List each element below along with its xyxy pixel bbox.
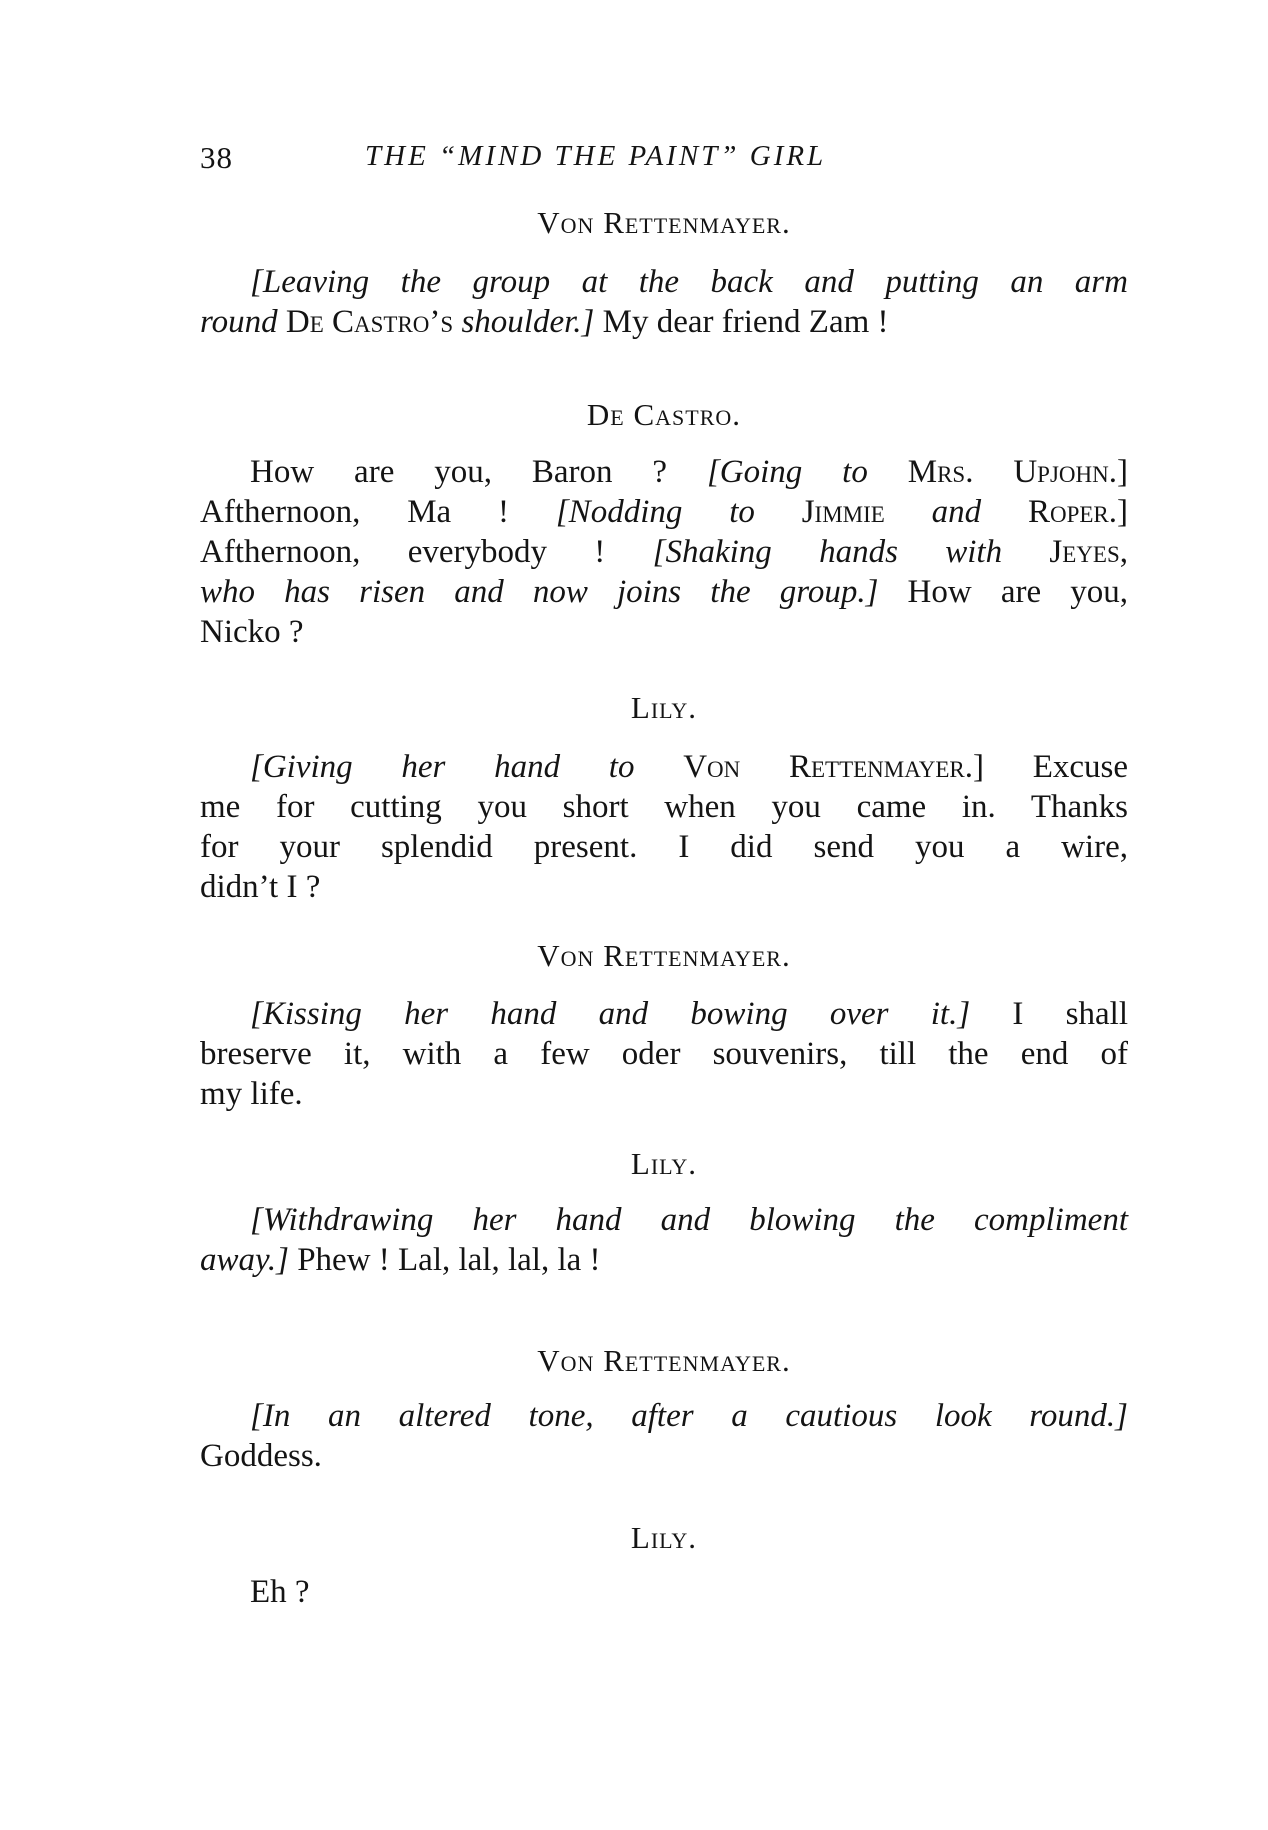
dialogue-text: Eh ? (250, 1574, 310, 1610)
speech-paragraph (200, 994, 1128, 1114)
text-line (208, 1396, 1128, 1436)
character-name: De Castro (285, 304, 430, 340)
text-line (200, 532, 1128, 572)
speaker-heading: Lily. (630, 1520, 698, 1555)
speaker-heading: De Castro. (586, 397, 742, 432)
book-title: THE “MIND THE PAINT” GIRL (365, 140, 827, 172)
dialogue-text: Goddess. (200, 1438, 322, 1474)
text-line (200, 612, 1128, 652)
stage-direction: [Kissing her hand and bowing over it.] (250, 996, 971, 1032)
character-name: Mrs. Upjohn.] (907, 454, 1128, 490)
speech-paragraph (208, 1572, 1128, 1612)
speaker-heading: Von Rettenmayer. (537, 1343, 791, 1378)
stage-direction: [Nodding to (555, 494, 755, 530)
stage-direction: [Going to (706, 454, 868, 490)
text-line (200, 1240, 1128, 1280)
speaker-heading: Von Rettenmayer. (537, 938, 791, 973)
text-line (208, 1200, 1128, 1240)
dialogue-text: Afthernoon, Ma ! (200, 494, 510, 530)
dialogue-text: Excuse (1032, 749, 1128, 785)
speech-paragraph (200, 452, 1129, 652)
dialogue-text: for your splendid present. I did send you a wire, (200, 829, 1128, 865)
stage-direction: away.] (200, 1242, 289, 1278)
stage-direction: [Leaving the group at the back and putting an arm (250, 264, 1128, 300)
dialogue-text: breserve it, with a few oder souvenirs, till the end of (200, 1036, 1128, 1072)
speaker-heading: Lily. (630, 1146, 698, 1181)
text-line (200, 787, 1128, 827)
text-line (208, 994, 1128, 1034)
dialogue-text: I shall (1012, 996, 1128, 1032)
text-line (208, 1572, 1128, 1612)
speech-paragraph (200, 1200, 1128, 1280)
stage-direction: who has risen and now joins the group.] (200, 574, 879, 610)
stage-direction: [Withdrawing her hand and blowing the compliment (250, 1202, 1128, 1238)
speaker-heading: Von Rettenmayer. (537, 205, 791, 240)
dialogue-text: me for cutting you short when you came in. Thanks (200, 789, 1128, 825)
dialogue-text: didn’t I ? (200, 869, 321, 905)
dialogue-text: Nicko ? (200, 614, 304, 650)
dialogue-text: How are you, Baron ? (250, 454, 668, 490)
text-line (200, 1074, 1128, 1114)
text-line (208, 262, 1128, 302)
speech-paragraph (200, 262, 1128, 342)
stage-direction: [Giving her hand to (250, 749, 635, 785)
dialogue-text: My dear friend Zam ! (602, 304, 889, 340)
speaker-heading: Lily. (630, 690, 698, 725)
speech-paragraph (200, 747, 1128, 907)
text-line (200, 492, 1128, 532)
text-line (200, 827, 1128, 867)
character-name: Von Rettenmayer.] (683, 749, 984, 785)
text-line (208, 747, 1128, 787)
stage-direction: shoulder.] (461, 304, 595, 340)
text-line (200, 1436, 1128, 1476)
text-line (208, 452, 1128, 492)
running-head (200, 140, 1128, 180)
stage-direction: [In an altered tone, after a cautious look round.] (250, 1398, 1128, 1434)
text-line (200, 867, 1128, 907)
dialogue-text: Afthernoon, everybody ! (200, 534, 606, 570)
character-name: Jimmie (801, 494, 885, 530)
character-name: Jeyes, (1049, 534, 1129, 570)
stage-direction: [Shaking hands with (652, 534, 1003, 570)
text-line (200, 572, 1128, 612)
dialogue-text: my life. (200, 1076, 303, 1112)
page-number: 38 (200, 140, 233, 175)
text-line (200, 1034, 1128, 1074)
character-name: Roper.] (1027, 494, 1129, 530)
possessive-suffix: ’s (429, 304, 454, 340)
speech-paragraph (200, 1396, 1128, 1476)
stage-direction: and (931, 494, 982, 530)
dialogue-text: How are you, (907, 574, 1128, 610)
stage-direction: round (200, 304, 278, 340)
text-line (200, 302, 1128, 342)
dialogue-text: Phew ! Lal, lal, lal, la ! (297, 1242, 601, 1278)
